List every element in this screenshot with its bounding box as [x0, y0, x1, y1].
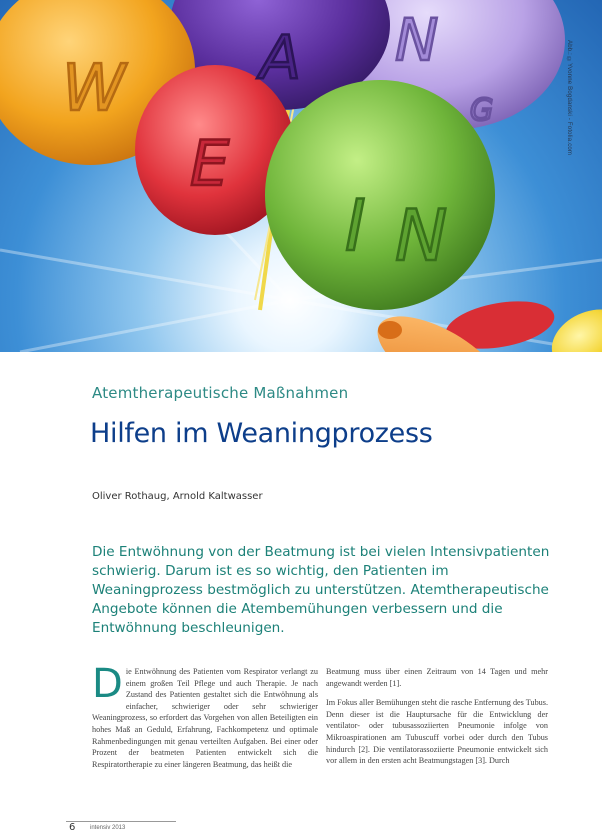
article-kicker: Atemtherapeutische Maßnahmen: [92, 384, 349, 402]
body-text-col1: ie Entwöhnung des Patienten vom Respirator verlangt zu einem großen Teil Pflege und auch Therapie. Je nach Zustand des Patienten gestaltet sich die Entwöhnung als einfacher, schwieriger oder sehr schwieriger Weaningprozess, so erfordert das Vorgehen von allen Beteiligten ein hohes Maß an Geduld, Erfahrung, Fachkompetenz und optimale Rahmenbedingungen mit genau verteilten Aufgaben. Bei einer oder Prozent der beatmeten Patienten entwickelt sich die Respiratortherapie zu einer längeren Beatmung, das heißt die: [92, 667, 318, 769]
hero-image: [0, 0, 602, 352]
body-column-1: [92, 666, 318, 820]
journal-name: intensiv 2013: [90, 825, 126, 831]
photo-credit: Abb.: ©Yvonne Bogdanski - Fotolia.com: [566, 40, 572, 156]
page-number: 6: [69, 822, 76, 833]
article-authors: Oliver Rothaug, Arnold Kaltwasser: [92, 491, 263, 502]
drop-cap: D: [92, 666, 123, 707]
balloons-illustration: [0, 0, 602, 352]
balloon-letter-n: N: [395, 6, 439, 74]
balloon-letter-a: A: [260, 23, 302, 93]
balloon-letter-w: W: [62, 52, 126, 126]
footer-rule: [66, 821, 176, 822]
article-lead: Die Entwöhnung von der Beatmung ist bei vielen Intensivpatienten schwierig. Darum ist es so wichtig, den Patienten im Weaningprozess bestmöglich zu unterstützen. Atemtherapeutische Angebote können die Atembemühungen verbessern und die Entwöhnung beschleunigen.: [92, 544, 550, 636]
article-title: Hilfen im Weaningprozess: [90, 418, 433, 449]
body-paragraph: Beatmung muss über einen Zeitraum von 14 Tagen und mehr angewandt werden [1].: [326, 667, 548, 688]
balloon-green: [265, 80, 495, 310]
balloon-letter-g: G: [470, 93, 494, 128]
body-column-2: [326, 666, 548, 820]
balloon-letter-e: E: [190, 127, 230, 200]
balloon-letter-n2: N: [395, 195, 448, 277]
balloon-letter-ni: I: [345, 185, 366, 267]
body-paragraph: Im Fokus aller Bemühungen steht die rasche Entfernung des Tubus. Denn dieser ist die Hauptursache für die Entwicklung der ventilator- oder tubusassoziierten Pneumonie infolge von Mikroaspirationen am Tubuscuff vorbei oder durch den Tubus hindurch [2]. Die ventilatorassoziierte Pneumonie entwickelt sich vor allem in den ersten acht Beatmungstagen [3]. Durch: [326, 698, 548, 766]
